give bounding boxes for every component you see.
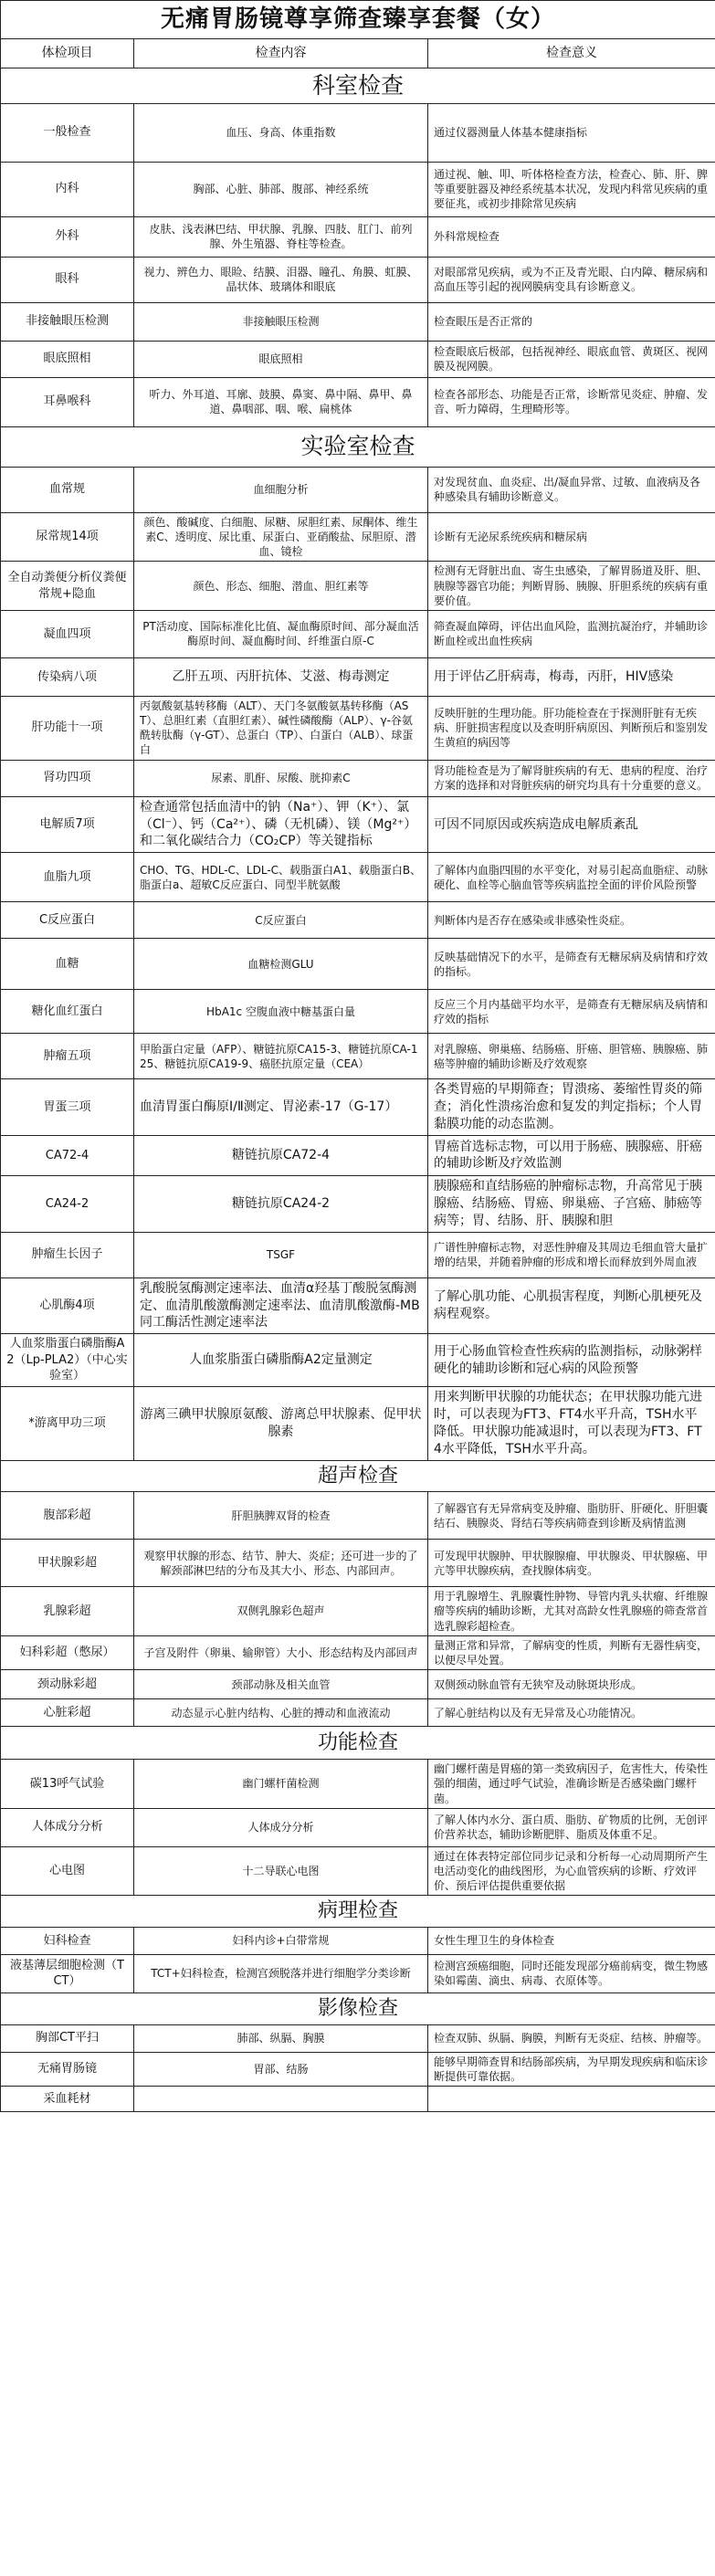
table-row (1, 1135, 715, 1175)
table-row (1, 1927, 715, 1954)
item-cell: 血常规 (1, 467, 134, 512)
meaning-cell: 判断体内是否存在感染或非感染性炎症。 (428, 902, 715, 939)
meaning-cell: 反应三个月内基础平均水平，是筛查有无糖尿病及病情和疗效的指标 (428, 990, 715, 1034)
item-cell: 凝血四项 (1, 610, 134, 657)
table-row (1, 562, 715, 611)
meaning-cell: 各类胃癌的早期筛查；胃溃疡、萎缩性胃炎的筛查；消化性溃疡治愈和复发的判定指标；个人胃黏膜功能的动态监测。 (428, 1079, 715, 1136)
table-row (1, 1808, 715, 1846)
meaning-cell: 筛查凝血障碍，评估出血风险，监测抗凝治疗，并辅助诊断血栓或出血性疾病 (428, 610, 715, 657)
table-row (1, 302, 715, 341)
table-row (1, 760, 715, 796)
table-row (1, 2024, 715, 2052)
section-header (1, 1727, 715, 1760)
content-cell: 血清胃蛋白酶原Ⅰ/Ⅱ测定、胃泌素-17（G-17） (134, 1079, 428, 1136)
table-row (1, 341, 715, 377)
item-cell: 甲状腺彩超 (1, 1540, 134, 1587)
section-header (1, 426, 715, 467)
table-row (1, 2052, 715, 2086)
content-cell: 检查通常包括血清中的钠（Na⁺）、钾（K⁺）、氯（Cl⁻）、钙（Ca²⁺）、磷（无机磷）、镁（Mg²⁺）和二氧化碳结合力（CO₂CP）等关键指标 (134, 796, 428, 853)
content-cell: 双侧乳腺彩色超声 (134, 1587, 428, 1636)
content-cell: 尿素、肌酐、尿酸、胱抑素C (134, 760, 428, 796)
content-cell: 非接触眼压检测 (134, 302, 428, 341)
meaning-cell: 了解体内血脂四围的水平变化，对易引起高血脂症、动脉硬化、血栓等心脑血管等疾病监控全面的评价风险预警 (428, 853, 715, 902)
meaning-cell: 通过视、触、叩、听体格检查方法，检查心、肺、肝、脾等重要脏器及神经系统基本状况，发现内科常见疾病的重要征兆，或初步排除常见疾病 (428, 162, 715, 216)
table-row (1, 657, 715, 696)
item-cell: 胃蛋三项 (1, 1079, 134, 1136)
content-cell: 人体成分分析 (134, 1808, 428, 1846)
header-meaning: 检查意义 (428, 39, 715, 68)
content-cell: TCT+妇科检查，检测宫颈脱落并进行细胞学分类诊断 (134, 1954, 428, 1992)
item-cell: 胸部CT平扫 (1, 2024, 134, 2052)
item-cell: 乳腺彩超 (1, 1587, 134, 1636)
meaning-cell: 检查眼压是否正常的 (428, 302, 715, 341)
item-cell: 传染病八项 (1, 657, 134, 696)
item-cell: 心脏彩超 (1, 1699, 134, 1727)
item-cell: 外科 (1, 216, 134, 257)
section-title: 病理检查 (1, 1896, 715, 1928)
item-cell: 内科 (1, 162, 134, 216)
meaning-cell: 肾功能检查是为了解肾脏疾病的有无、患病的程度、治疗方案的选择和对肾脏疾病的研究均具有十分重要的意义。 (428, 760, 715, 796)
item-cell: 心肌酶4项 (1, 1277, 134, 1334)
table-row (1, 1635, 715, 1669)
meaning-cell: 可发现甲状腺肿、甲状腺腺瘤、甲状腺炎、甲状腺癌、甲亢等甲状腺疾病，查找腺体病变。 (428, 1540, 715, 1587)
meaning-cell: 用于乳腺增生、乳腺囊性肿物、导管内乳头状瘤、纤维腺瘤等疾病的辅助诊断，尤其对高龄女性乳腺癌的筛查常首选乳腺彩超检查。 (428, 1587, 715, 1636)
table-row (1, 1175, 715, 1232)
content-cell: 甲胎蛋白定量（AFP）、糖链抗原CA15-3、糖链抗原CA-125、糖链抗原CA19-9、癌胚抗原定量（CEA） (134, 1034, 428, 1079)
item-cell: 尿常规14项 (1, 512, 134, 562)
table-row (1, 2087, 715, 2112)
item-cell: 肝功能十一项 (1, 696, 134, 760)
table-row (1, 1034, 715, 1079)
page-title: 无痛胃肠镜尊享筛查臻享套餐（女） (1, 1, 715, 39)
table-row (1, 1232, 715, 1277)
meaning-cell: 通过在体表特定部位同步记录和分析每一心动周期所产生电活动变化的曲线图形，为心血管疾病的诊断、疗效评价、预后评估提供重要依据 (428, 1846, 715, 1896)
item-cell: 妇科彩超（憋尿） (1, 1635, 134, 1669)
content-cell: 听力、外耳道、耳廓、鼓膜、鼻窦、鼻中隔、鼻甲、鼻道、鼻咽部、咽、喉、扁桃体 (134, 377, 428, 426)
item-cell: 一般检查 (1, 103, 134, 162)
meaning-cell: 检测宫颈癌细胞，同时还能发现部分癌前病变，微生物感染如霉菌、滴虫、病毒、衣原体等。 (428, 1954, 715, 1992)
item-cell: *游离甲功三项 (1, 1386, 134, 1460)
meaning-cell: 检查各部形态、功能是否正常，诊断常见炎症、肿瘤、发音、听力障碍，生理畸形等。 (428, 377, 715, 426)
meaning-cell: 胰腺癌和直结肠癌的肿瘤标志物，升高常见于胰腺癌、结肠癌、胃癌、卵巢癌、子宫癌、肺癌等病等；胃、结肠、肝、胰腺和胆 (428, 1175, 715, 1232)
content-cell: 皮肤、浅表淋巴结、甲状腺、乳腺、四肢、肛门、前列腺、外生殖器、脊柱等检查。 (134, 216, 428, 257)
table-row (1, 796, 715, 853)
item-cell: 非接触眼压检测 (1, 302, 134, 341)
item-cell: 肿瘤五项 (1, 1034, 134, 1079)
content-cell: HbA1c 空腹血液中糖基蛋白量 (134, 990, 428, 1034)
meaning-cell: 了解器官有无异常病变及肿瘤、脂肪肝、肝硬化、肝胆囊结石、胰腺炎、肾结石等疾病筛查到诊断及病情监测 (428, 1492, 715, 1540)
table-row (1, 1670, 715, 1699)
content-cell: 游离三碘甲状腺原氨酸、游离总甲状腺素、促甲状腺素 (134, 1386, 428, 1460)
meaning-cell: 幽门螺杆菌是胃癌的第一类致病因子，危害性大，传染性强的细菌，通过呼气试验，准确诊断是否感染幽门螺杆菌。 (428, 1760, 715, 1809)
table-row (1, 162, 715, 216)
meaning-cell: 用于评估乙肝病毒，梅毒，丙肝，HIV感染 (428, 657, 715, 696)
content-cell: C反应蛋白 (134, 902, 428, 939)
meaning-cell: 广谱性肿瘤标志物，对恶性肿瘤及其周边毛细血管大量扩增的结果，并随着肿瘤的形成和增长而释放到外周血液 (428, 1232, 715, 1277)
content-cell: 人血浆脂蛋白磷脂酶A2定量测定 (134, 1334, 428, 1387)
meaning-cell: 能够早期筛查胃和结肠部疾病，为早期发现疾病和临床诊断提供可靠依据。 (428, 2052, 715, 2086)
item-cell: 全自动粪便分析仪粪便常规+隐血 (1, 562, 134, 611)
item-cell: 耳鼻喉科 (1, 377, 134, 426)
item-cell: 肿瘤生长因子 (1, 1232, 134, 1277)
section-title: 影像检查 (1, 1992, 715, 2024)
table-row (1, 1492, 715, 1540)
table-row (1, 467, 715, 512)
content-cell (134, 2087, 428, 2112)
meaning-cell: 用于心肠血管检查性疾病的监测指标，动脉粥样硬化的辅助诊断和冠心病的风险预警 (428, 1334, 715, 1387)
table-row (1, 377, 715, 426)
section-header (1, 1896, 715, 1928)
table-row (1, 1277, 715, 1334)
table-row (1, 990, 715, 1034)
item-cell: 人血浆脂蛋白磷脂酶A2（Lp-PLA2）（中心实验室） (1, 1334, 134, 1387)
column-header-row (1, 39, 715, 68)
table-row (1, 1587, 715, 1636)
item-cell: 无痛胃肠镜 (1, 2052, 134, 2086)
section-title: 功能检查 (1, 1727, 715, 1760)
content-cell: 糖链抗原CA72-4 (134, 1135, 428, 1175)
meaning-cell: 了解心脏结构以及有无异常及心功能情况。 (428, 1699, 715, 1727)
item-cell: CA24-2 (1, 1175, 134, 1232)
item-cell: 采血耗材 (1, 2087, 134, 2112)
content-cell: 血糖检测GLU (134, 939, 428, 990)
item-cell: C反应蛋白 (1, 902, 134, 939)
content-cell: 观察甲状腺的形态、结节、肿大、炎症；还可进一步的了解颈部淋巴结的分布及其大小、形态、内部回声。 (134, 1540, 428, 1587)
table-row (1, 1540, 715, 1587)
table-row (1, 939, 715, 990)
table-row (1, 216, 715, 257)
table-row (1, 103, 715, 162)
content-cell: 血压、身高、体重指数 (134, 103, 428, 162)
meaning-cell: 反映基础情况下的水平，是筛查有无糖尿病及病情和疗效的指标。 (428, 939, 715, 990)
content-cell: 颈部动脉及相关血管 (134, 1670, 428, 1699)
item-cell: 人体成分分析 (1, 1808, 134, 1846)
content-cell: 乙肝五项、丙肝抗体、艾滋、梅毒测定 (134, 657, 428, 696)
meaning-cell: 检查双肺、纵膈、胸膜，判断有无炎症、结核、肿瘤等。 (428, 2024, 715, 2052)
table-row (1, 512, 715, 562)
content-cell: 眼底照相 (134, 341, 428, 377)
section-header (1, 1460, 715, 1492)
table-row (1, 1334, 715, 1387)
item-cell: 液基薄层细胞检测（TCT） (1, 1954, 134, 1992)
item-cell: 肾功四项 (1, 760, 134, 796)
meaning-cell: 了解人体内水分、蛋白质、脂肪、矿物质的比例，无创评价营养状态，辅助诊断肥胖、脂质及体重不足。 (428, 1808, 715, 1846)
item-cell: 碳13呼气试验 (1, 1760, 134, 1809)
table-row (1, 1760, 715, 1809)
table-row (1, 1846, 715, 1896)
item-cell: 眼底照相 (1, 341, 134, 377)
section-title: 实验室检查 (1, 426, 715, 467)
content-cell: TSGF (134, 1232, 428, 1277)
meaning-cell: 可因不同原因或疾病造成电解质紊乱 (428, 796, 715, 853)
content-cell: 幽门螺杆菌检测 (134, 1760, 428, 1809)
table-row (1, 1954, 715, 1992)
section-header (1, 1992, 715, 2024)
content-cell: 胸部、心脏、肺部、腹部、神经系统 (134, 162, 428, 216)
meaning-cell: 用来判断甲状腺的功能状态；在甲状腺功能亢进时，可以表现为FT3、FT4水平升高，TSH水平降低。甲状腺功能减退时，可以表现为FT3、FT4水平降低，TSH水平升高。 (428, 1386, 715, 1460)
content-cell: 妇科内诊+白带常规 (134, 1927, 428, 1954)
item-cell: CA72-4 (1, 1135, 134, 1175)
content-cell: 胃部、结肠 (134, 2052, 428, 2086)
section-title: 科室检查 (1, 68, 715, 104)
meaning-cell: 对发现贫血、血炎症、出/凝血异常、过敏、血液病及各种感染具有辅助诊断意义。 (428, 467, 715, 512)
content-cell: 血细胞分析 (134, 467, 428, 512)
content-cell: 子宫及附件（卵巢、输卵管）大小、形态结构及内部回声 (134, 1635, 428, 1669)
content-cell: 十二导联心电图 (134, 1846, 428, 1896)
content-cell: PT活动度、国际标准化比值、凝血酶原时间、部分凝血活酶原时间、凝血酶时间、纤维蛋白原-C (134, 610, 428, 657)
item-cell: 心电图 (1, 1846, 134, 1896)
meaning-cell: 胃癌首选标志物，可以用于肠癌、胰腺癌、肝癌的辅助诊断及疗效监测 (428, 1135, 715, 1175)
meaning-cell: 反映肝脏的生理功能。肝功能检查在于探测肝脏有无疾病、肝脏损害程度以及查明肝病原因、判断预后和鉴别发生黄疸的病因等 (428, 696, 715, 760)
table-row (1, 853, 715, 902)
content-cell: 颜色、酸碱度、白细胞、尿糖、尿胆红素、尿酮体、维生素C、透明度、尿比重、尿蛋白、亚硝酸盐、尿胆原、潜血、镜检 (134, 512, 428, 562)
meaning-cell: 外科常规检查 (428, 216, 715, 257)
meaning-cell: 对乳腺癌、卵巢癌、结肠癌、肝癌、胆管癌、胰腺癌、肺癌等肿瘤的辅助诊断及疗效观察 (428, 1034, 715, 1079)
item-cell: 妇科检查 (1, 1927, 134, 1954)
content-cell: 乳酸脱氢酶测定速率法、血清α羟基丁酸脱氢酶测定、血清肌酸激酶测定速率法、血清肌酸激酶-MB同工酶活性测定速率法 (134, 1277, 428, 1334)
section-header (1, 68, 715, 104)
table-row (1, 610, 715, 657)
table-row (1, 902, 715, 939)
item-cell: 电解质7项 (1, 796, 134, 853)
meaning-cell: 了解心肌功能、心肌损害程度，判断心肌梗死及病程观察。 (428, 1277, 715, 1334)
table-row (1, 1079, 715, 1136)
meaning-cell: 女性生理卫生的身体检查 (428, 1927, 715, 1954)
meaning-cell: 双侧颈动脉血管有无狭窄及动脉斑块形成。 (428, 1670, 715, 1699)
content-cell: 丙氨酸氨基转移酶（ALT）、天门冬氨酸氨基转移酶（AST）、总胆红素（直胆红素）、碱性磷酸酶（ALP）、γ-谷氨酰转肽酶（γ-GT）、总蛋白（TP）、白蛋白（ALB）、球蛋白 (134, 696, 428, 760)
content-cell: CHO、TG、HDL-C、LDL-C、载脂蛋白A1、载脂蛋白B、脂蛋白a、超敏C反应蛋白、同型半胱氨酸 (134, 853, 428, 902)
meaning-cell: 检查眼底后极部，包括视神经、眼底血管、黄斑区、视网膜及视网膜。 (428, 341, 715, 377)
item-cell: 颈动脉彩超 (1, 1670, 134, 1699)
table-row (1, 1386, 715, 1460)
content-cell: 肝胆胰脾双肾的检查 (134, 1492, 428, 1540)
meaning-cell: 诊断有无泌尿系统疾病和糖尿病 (428, 512, 715, 562)
content-cell: 糖链抗原CA24-2 (134, 1175, 428, 1232)
content-cell: 视力、辨色力、眼睑、结膜、泪器、瞳孔、角膜、虹膜、晶状体、玻璃体和眼底 (134, 257, 428, 302)
content-cell: 颜色、形态、细胞、潜血、胆红素等 (134, 562, 428, 611)
meaning-cell: 量测正常和异常，了解病变的性质，判断有无器性病变，以便尽早处置。 (428, 1635, 715, 1669)
item-cell: 血脂九项 (1, 853, 134, 902)
meaning-cell: 对眼部常见疾病，或为不正及青光眼、白内障、糖尿病和高血压等引起的视网膜病变具有诊断意义。 (428, 257, 715, 302)
meaning-cell: 检测有无肾脏出血、寄生虫感染，了解胃肠道及肝、胆、胰腺等器官功能；判断胃肠、胰腺、肝胆系统的疾病有重要价值。 (428, 562, 715, 611)
content-cell: 肺部、纵膈、胸膜 (134, 2024, 428, 2052)
header-item: 体检项目 (1, 39, 134, 68)
table-row (1, 257, 715, 302)
content-cell: 动态显示心脏内结构、心脏的搏动和血液流动 (134, 1699, 428, 1727)
item-cell: 腹部彩超 (1, 1492, 134, 1540)
item-cell: 糖化血红蛋白 (1, 990, 134, 1034)
meaning-cell: 通过仪器测量人体基本健康指标 (428, 103, 715, 162)
table-row (1, 1699, 715, 1727)
section-title: 超声检查 (1, 1460, 715, 1492)
item-cell: 血糖 (1, 939, 134, 990)
table-row (1, 696, 715, 760)
meaning-cell (428, 2087, 715, 2112)
title-row (1, 1, 715, 39)
header-content: 检查内容 (134, 39, 428, 68)
item-cell: 眼科 (1, 257, 134, 302)
